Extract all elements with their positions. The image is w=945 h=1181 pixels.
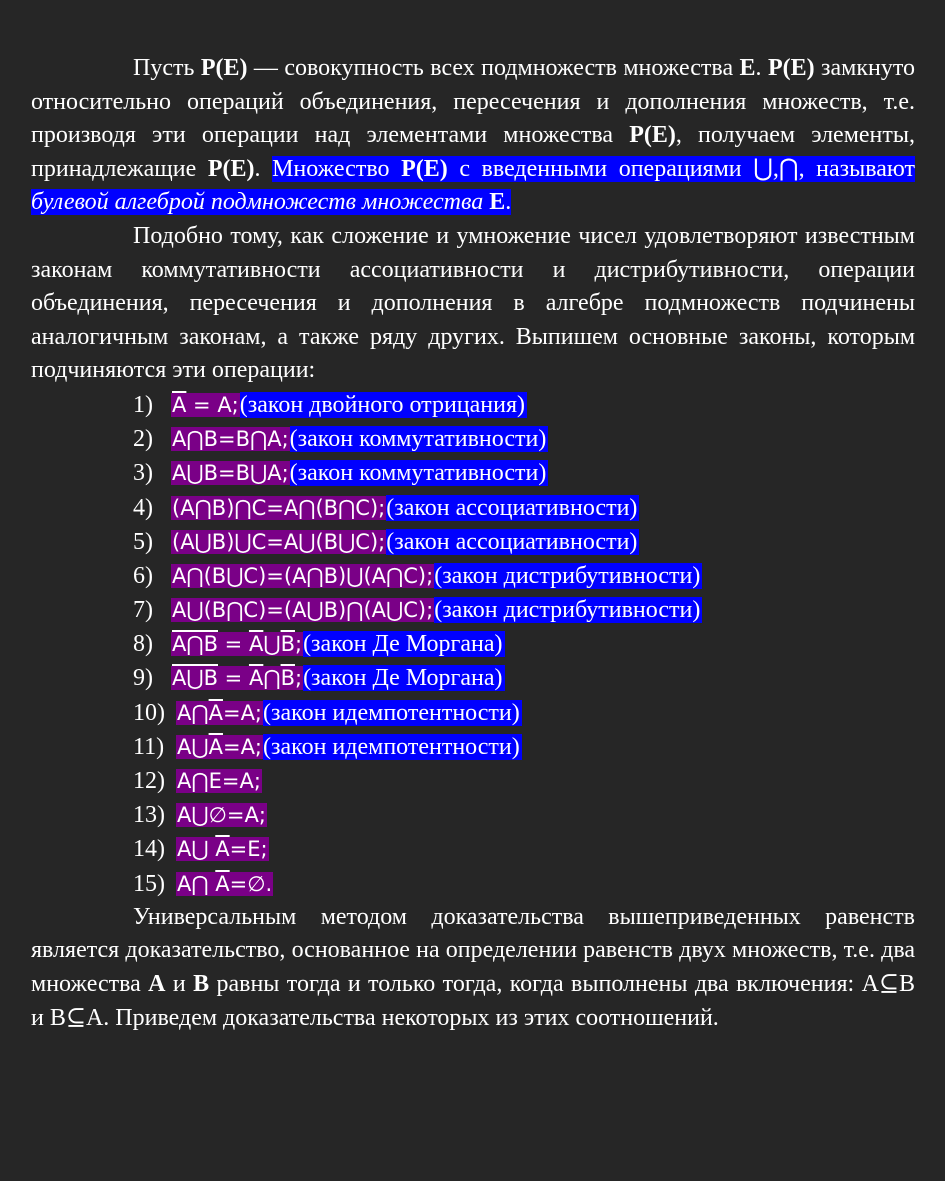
defined-term: булевой алгеброй подмножеств множества bbox=[31, 189, 490, 216]
law-number: 12) bbox=[133, 768, 165, 794]
law-item bbox=[31, 388, 915, 422]
law-number: 15) bbox=[133, 870, 165, 897]
law-name: (закон дистрибутивности) bbox=[434, 597, 701, 624]
law-item bbox=[31, 525, 915, 559]
law-formula: (A⋃B)⋃C=A⋃(B⋃C); bbox=[172, 529, 386, 554]
law-item bbox=[31, 559, 915, 593]
law-formula: A⋂E=A; bbox=[177, 769, 261, 793]
law-item bbox=[31, 627, 915, 661]
law-formula: $\overline{A} = A$; bbox=[172, 392, 239, 417]
law-number: 11) bbox=[133, 733, 165, 760]
law-item bbox=[31, 832, 915, 866]
law-formula: $A⋂\overline{A}=A$; bbox=[177, 700, 263, 725]
complement-segment: $\overline{B}$ bbox=[280, 666, 295, 691]
law-name: (закон идемпотентности) bbox=[263, 699, 520, 726]
law-item bbox=[31, 661, 915, 695]
law-name: (закон коммутативности) bbox=[289, 426, 547, 453]
law-name: (закон дистрибутивности) bbox=[434, 562, 701, 589]
laws-list bbox=[31, 388, 915, 901]
law-number: 9) bbox=[133, 665, 153, 692]
set-PE: P(E) bbox=[207, 155, 255, 182]
intro-text: , получаем элементы, принадлежащие bbox=[31, 122, 915, 182]
law-name: (закон Де Моргана) bbox=[303, 631, 503, 658]
highlighted-definition: Множество P(E) с введенными операциями ⋃,⋂, называют булевой алгеброй подмножеств множества E. bbox=[31, 155, 916, 216]
law-number: 6) bbox=[133, 562, 153, 589]
law-item bbox=[31, 764, 915, 798]
law-name: (закон коммутативности) bbox=[289, 460, 547, 487]
laws-intro-paragraph: Подобно тому, как сложение и умножение чисел удовлетворяют известным законам коммутативности ассоциативности и дистрибутивности, операции объединения, пересечения и дополнения в алгебре подмножеств подчинены аналогичным законам, а также ряду других. Выпишем основные законы, которым подчиняются эти операции: bbox=[31, 222, 915, 384]
law-formula: A⋃B=B⋃A; bbox=[172, 461, 289, 486]
complement-segment: A⋃B bbox=[172, 666, 218, 691]
law-formula: A⋂(B⋃C)=(A⋂B)⋃(A⋂C); bbox=[172, 563, 434, 588]
law-item bbox=[31, 422, 915, 456]
law-formula: A⋂B=B⋂A; bbox=[172, 427, 289, 452]
document-page bbox=[31, 52, 915, 1035]
law-item bbox=[31, 696, 915, 730]
law-number: 7) bbox=[133, 597, 153, 624]
law-formula: A⋃ $\overline{A}=E$; bbox=[177, 837, 268, 862]
intro-text: Пусть bbox=[133, 55, 201, 81]
set-PE: P(E) bbox=[200, 55, 248, 81]
complement-segment: $\overline{A}$ bbox=[208, 734, 223, 759]
complement-segment: $\overline{A}$ bbox=[172, 392, 187, 417]
law-item bbox=[31, 730, 915, 764]
complement-segment: $\overline{A}$ bbox=[215, 837, 230, 862]
intro-text: — совокупность всех подмножеств множества bbox=[247, 55, 740, 81]
complement-segment: $\overline{A}$ bbox=[215, 871, 230, 896]
law-formula: $A⋃\overline{A}=A$; bbox=[177, 734, 263, 759]
law-item bbox=[31, 867, 915, 901]
law-number: 4) bbox=[133, 494, 153, 521]
set-E: E bbox=[739, 55, 756, 81]
intro-paragraph bbox=[31, 52, 915, 220]
intro-text: . bbox=[755, 55, 762, 81]
law-name: (закон ассоциативности) bbox=[386, 528, 638, 555]
intro-text: замкнуто относительно операций объединения, пересечения и дополнения множеств, т.е. производя эти операции над элементами множества bbox=[31, 55, 916, 149]
conclusion-paragraph: Универсальным методом доказательства вышеприведенных равенств является доказательство, основанное на определении равенств двух множеств, т.е. два множества A и B равны тогда и только тогда, когда выполнены два включения: A⊆B и B⊆A. Приведем доказательства некоторых из этих соотношений. bbox=[31, 903, 916, 1031]
set-PE: P(E) bbox=[401, 155, 448, 182]
intro-text: . bbox=[254, 155, 261, 182]
set-A: A bbox=[148, 970, 166, 997]
set-PE: P(E) bbox=[767, 55, 815, 81]
complement-segment: $\overline{B}$ bbox=[280, 632, 295, 657]
complement-segment: $\overline{A}$ bbox=[248, 632, 264, 657]
law-item bbox=[31, 491, 915, 525]
law-name: (закон ассоциативности) bbox=[386, 494, 638, 521]
operations-symbols: ⋃,⋂, bbox=[753, 155, 817, 182]
law-number: 8) bbox=[133, 631, 153, 658]
law-item bbox=[31, 798, 915, 832]
law-item bbox=[31, 593, 915, 627]
law-formula: A⋃(B⋂C)=(A⋃B)⋂(A⋃C); bbox=[172, 598, 434, 623]
law-formula: A⋃B = $\overline{A}⋂\overline{B}$; bbox=[172, 666, 303, 691]
complement-segment: A⋂B bbox=[172, 632, 218, 657]
law-number: 3) bbox=[133, 460, 153, 487]
law-name: (закон двойного отрицания) bbox=[239, 391, 526, 418]
law-number: 5) bbox=[133, 528, 153, 555]
law-item bbox=[31, 456, 915, 490]
law-name: (закон идемпотентности) bbox=[263, 733, 520, 760]
law-formula: (A⋂B)⋂C=A⋂(B⋂C); bbox=[172, 495, 386, 520]
law-formula: A⋂ $\overline{A}=\emptyset$. bbox=[177, 871, 273, 896]
complement-segment: $\overline{A}$ bbox=[208, 700, 223, 725]
law-number: 14) bbox=[133, 836, 165, 863]
law-number: 1) bbox=[133, 391, 153, 418]
set-E: E bbox=[489, 189, 506, 216]
inclusion-1: A⊆B bbox=[861, 970, 916, 997]
law-number: 2) bbox=[133, 426, 153, 453]
set-B: B bbox=[193, 970, 210, 997]
law-number: 13) bbox=[133, 802, 165, 829]
law-formula: A⋂B = $\overline{A}⋃\overline{B}$; bbox=[172, 632, 303, 657]
complement-segment: $\overline{A}$ bbox=[248, 666, 264, 691]
inclusion-2: B⊆A bbox=[49, 1004, 104, 1031]
law-name: (закон Де Моргана) bbox=[303, 665, 503, 692]
law-number: 10) bbox=[133, 699, 165, 726]
set-PE: P(E) bbox=[629, 122, 676, 149]
law-formula: A⋃∅=A; bbox=[177, 803, 266, 828]
